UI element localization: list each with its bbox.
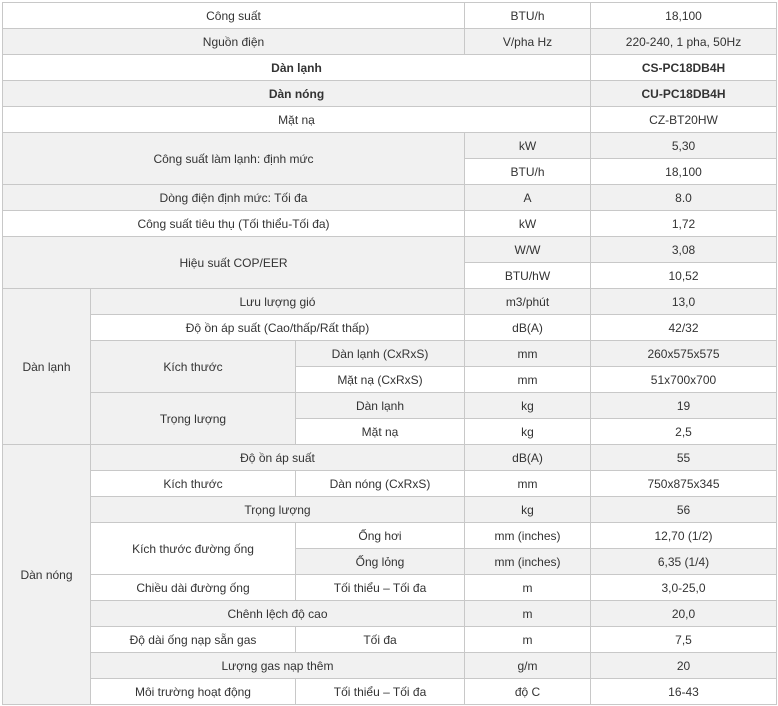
row-label: Dòng điện định mức: Tối đa	[3, 185, 465, 211]
row-value: 8.0	[591, 185, 777, 211]
outdoor-model-label: Dàn nóng	[3, 81, 591, 107]
row-unit: BTU/hW	[465, 263, 591, 289]
table-row	[3, 471, 777, 497]
row-unit: kW	[465, 211, 591, 237]
row-label: Trọng lượng	[91, 393, 296, 445]
table-row	[3, 237, 777, 263]
panel-value: CZ-BT20HW	[591, 107, 777, 133]
row-unit: m	[465, 575, 591, 601]
row-value: 7,5	[591, 627, 777, 653]
row-value: 55	[591, 445, 777, 471]
table-row	[3, 497, 777, 523]
row-unit: kg	[465, 497, 591, 523]
spec-table	[2, 2, 777, 705]
table-row	[3, 341, 777, 367]
row-label: Môi trường hoạt động	[91, 679, 296, 705]
row-unit: dB(A)	[465, 445, 591, 471]
table-row	[3, 627, 777, 653]
row-value: 6,35 (1/4)	[591, 549, 777, 575]
row-value: 2,5	[591, 419, 777, 445]
table-row	[3, 107, 777, 133]
row-sublabel: Dàn lạnh (CxRxS)	[296, 341, 465, 367]
row-label: Kích thước	[91, 471, 296, 497]
row-unit: mm	[465, 471, 591, 497]
row-label: Độ dài ống nạp sẵn gas	[91, 627, 296, 653]
row-unit: mm (inches)	[465, 549, 591, 575]
row-sublabel: Tối thiểu – Tối đa	[296, 575, 465, 601]
row-label: Lượng gas nạp thêm	[91, 653, 465, 679]
row-value: 19	[591, 393, 777, 419]
row-label: Hiệu suất COP/EER	[3, 237, 465, 289]
row-sublabel: Tối đa	[296, 627, 465, 653]
row-unit: W/W	[465, 237, 591, 263]
row-sublabel: Mặt nạ (CxRxS)	[296, 367, 465, 393]
row-value: 1,72	[591, 211, 777, 237]
row-unit: mm (inches)	[465, 523, 591, 549]
row-unit: m	[465, 627, 591, 653]
indoor-model-label: Dàn lạnh	[3, 55, 591, 81]
row-label: Trọng lượng	[91, 497, 465, 523]
row-label: Công suất tiêu thụ (Tối thiểu-Tối đa)	[3, 211, 465, 237]
row-label: Kích thước	[91, 341, 296, 393]
row-value: 20,0	[591, 601, 777, 627]
row-unit: mm	[465, 367, 591, 393]
row-value: 18,100	[591, 159, 777, 185]
table-row	[3, 523, 777, 549]
row-unit: BTU/h	[465, 3, 591, 29]
row-value: 220-240, 1 pha, 50Hz	[591, 29, 777, 55]
table-row	[3, 393, 777, 419]
row-value: 51x700x700	[591, 367, 777, 393]
row-value: 20	[591, 653, 777, 679]
row-label: Công suất làm lạnh: định mức	[3, 133, 465, 185]
row-label: Độ ồn áp suất	[91, 445, 465, 471]
row-unit: kW	[465, 133, 591, 159]
row-value: 16-43	[591, 679, 777, 705]
row-sublabel: Ống hơi	[296, 523, 465, 549]
table-row	[3, 55, 777, 81]
row-value: 5,30	[591, 133, 777, 159]
table-row	[3, 29, 777, 55]
table-row	[3, 289, 777, 315]
row-unit: kg	[465, 393, 591, 419]
table-row	[3, 575, 777, 601]
row-unit: A	[465, 185, 591, 211]
row-unit: BTU/h	[465, 159, 591, 185]
table-row	[3, 185, 777, 211]
row-label: Kích thước đường ống	[91, 523, 296, 575]
row-sublabel: Dàn nóng (CxRxS)	[296, 471, 465, 497]
row-sublabel: Ống lỏng	[296, 549, 465, 575]
row-label: Lưu lượng gió	[91, 289, 465, 315]
table-row	[3, 653, 777, 679]
row-label: Chiều dài đường ống	[91, 575, 296, 601]
panel-label: Mặt nạ	[3, 107, 591, 133]
row-label: Công suất	[3, 3, 465, 29]
row-value: 750x875x345	[591, 471, 777, 497]
row-unit: kg	[465, 419, 591, 445]
row-label: Độ ồn áp suất (Cao/thấp/Rất thấp)	[91, 315, 465, 341]
row-unit: m	[465, 601, 591, 627]
table-row	[3, 81, 777, 107]
row-unit: độ C	[465, 679, 591, 705]
table-row	[3, 3, 777, 29]
table-row	[3, 211, 777, 237]
row-value: 260x575x575	[591, 341, 777, 367]
outdoor-model-value: CU-PC18DB4H	[591, 81, 777, 107]
row-unit: V/pha Hz	[465, 29, 591, 55]
table-row	[3, 133, 777, 159]
row-sublabel: Mặt nạ	[296, 419, 465, 445]
row-label: Chênh lệch độ cao	[91, 601, 465, 627]
outdoor-group-label: Dàn nóng	[3, 445, 91, 705]
row-value: 56	[591, 497, 777, 523]
row-value: 10,52	[591, 263, 777, 289]
row-value: 3,08	[591, 237, 777, 263]
row-value: 13,0	[591, 289, 777, 315]
table-row	[3, 601, 777, 627]
indoor-model-value: CS-PC18DB4H	[591, 55, 777, 81]
row-value: 18,100	[591, 3, 777, 29]
table-row	[3, 315, 777, 341]
row-value: 3,0-25,0	[591, 575, 777, 601]
table-row	[3, 679, 777, 705]
row-unit: m3/phút	[465, 289, 591, 315]
row-value: 12,70 (1/2)	[591, 523, 777, 549]
row-unit: mm	[465, 341, 591, 367]
row-value: 42/32	[591, 315, 777, 341]
row-sublabel: Tối thiểu – Tối đa	[296, 679, 465, 705]
row-label: Nguồn điện	[3, 29, 465, 55]
table-row	[3, 445, 777, 471]
row-sublabel: Dàn lạnh	[296, 393, 465, 419]
row-unit: g/m	[465, 653, 591, 679]
indoor-group-label: Dàn lạnh	[3, 289, 91, 445]
row-unit: dB(A)	[465, 315, 591, 341]
